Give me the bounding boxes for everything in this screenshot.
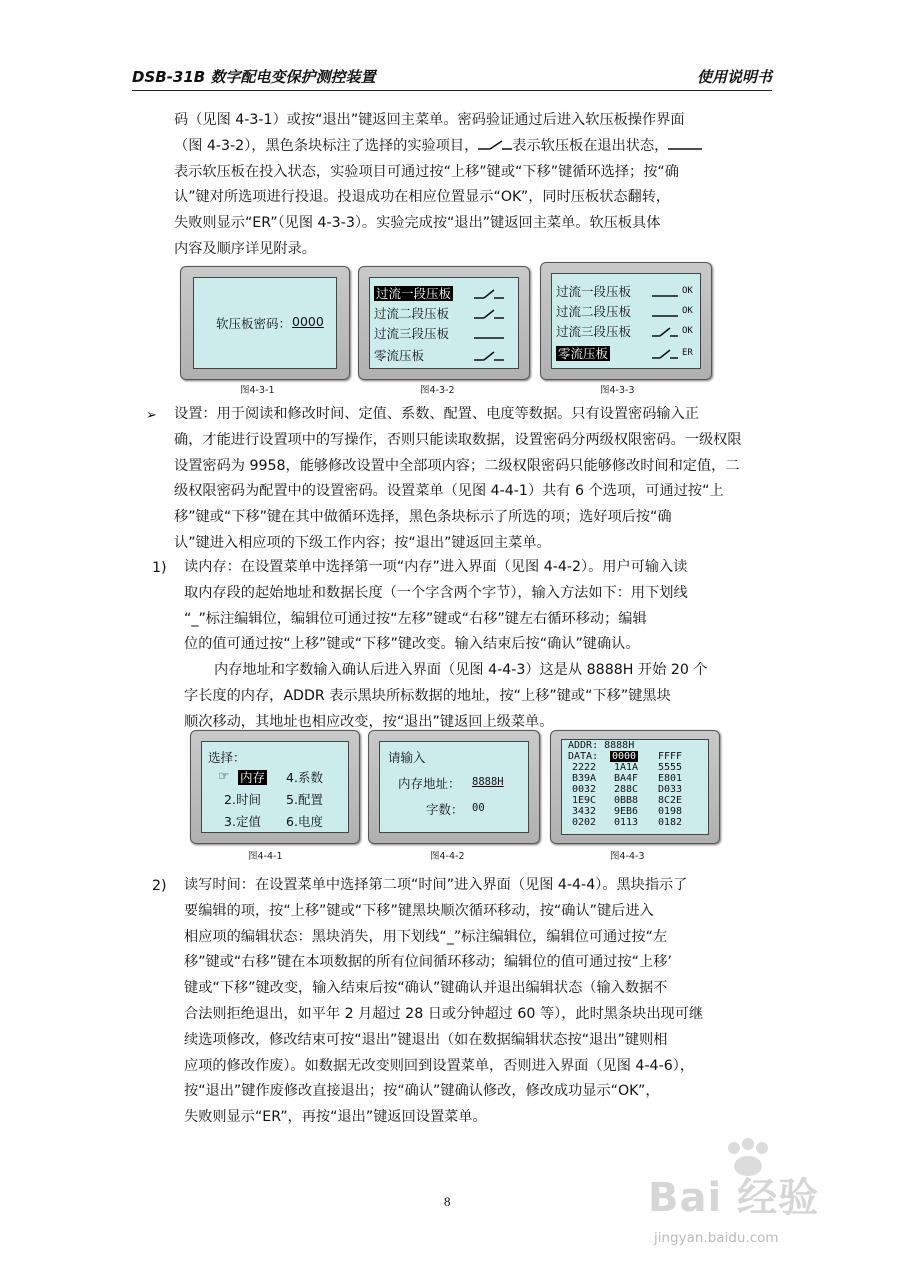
lcd-screen — [561, 739, 709, 835]
item-number: 1) — [152, 560, 167, 576]
text-line: 移”键或“右移”键在本项数据的所有位间循环移动；编辑位的值可通过按“上移’ — [184, 954, 672, 971]
selected-item: 零流压板 — [558, 346, 609, 361]
list-item: 零流压板 — [374, 348, 425, 363]
data-cell: FFFF — [658, 751, 683, 762]
item-number: 6. — [286, 814, 298, 829]
figure-4-4-1 — [190, 730, 360, 844]
text-line: 顺次移动，其地址也相应改变，按“退出”键返回上级菜单。 — [184, 713, 554, 730]
data-cell: 0182 — [658, 817, 683, 828]
password-value: 0000 — [292, 314, 324, 329]
selected-item: 过流一段压板 — [376, 286, 452, 301]
text-line: 设置密码为 9958，能够修改设置中全部项内容；二级权限密码只能够修改时间和定值，二 — [174, 457, 740, 474]
data-cell: 0198 — [658, 806, 683, 817]
address-value: 8888H — [472, 776, 504, 788]
data-cell: 8C2E — [658, 795, 683, 806]
switch-open-icon — [474, 350, 504, 362]
text-line: 续选项修改，修改结束可按“退出”键退出（如在数据编辑状态按“退出”键则相 — [184, 1031, 668, 1048]
lcd-screen — [551, 273, 701, 369]
text-line: 要编辑的项，按“上移”键或“下移”键黑块顺次循环移动，按“确认”键后进入 — [184, 902, 654, 919]
switch-closed-icon — [668, 139, 702, 153]
paragraph-item-2 — [184, 873, 774, 1131]
data-cell: 0202 — [572, 817, 597, 828]
input-title: 请输入 — [388, 750, 426, 765]
count-value: 00 — [472, 802, 485, 814]
text-line: 失败则显示“ER”（见图 4-3-3）。实验完成按“退出”键返回主菜单。软压板具体 — [174, 215, 661, 232]
text-line — [174, 134, 774, 160]
count-label: 字数： — [426, 802, 464, 817]
menu-item: 时间 — [235, 792, 261, 807]
text-line: 键或“下移”键改变，输入结束后按“确认”键确认并退出编辑状态（输入数据不 — [184, 980, 668, 997]
status-text: OK — [682, 306, 693, 316]
data-cell: 0BB8 — [614, 795, 639, 806]
figure-4-3-2 — [358, 266, 530, 380]
item-number: 3. — [224, 814, 236, 829]
text-line: 级权限密码为配置中的设置密码。设置菜单（见图 4-4-1）共有 6 个选项，可通过按“上 — [174, 483, 724, 500]
list-item: 过流一段压板 — [556, 284, 632, 299]
status-text: OK — [682, 326, 693, 336]
text-line: 移”键或“下移”键在其中做循环选择，黑色条块标示了所选的项；选好项后按“确 — [174, 509, 672, 526]
lcd-screen — [193, 277, 337, 369]
status-text: OK — [682, 286, 693, 296]
item-number: 4. — [286, 770, 298, 785]
text-line: 内存地址和字数输入确认后进入界面（见图 4-4-3）这是从 8888H 开始 20 个 — [214, 662, 708, 679]
text-line: 读写时间：在设置菜单中选择第二项“时间”进入界面（见图 4-4-4）。黑块指示了 — [184, 877, 688, 893]
lcd-screen — [369, 277, 519, 369]
menu-title: 选择： — [208, 750, 246, 765]
text-line: 内容及顺序详见附录。 — [174, 240, 316, 257]
item-number: 2) — [152, 878, 167, 894]
status-text: ER — [682, 348, 693, 358]
switch-closed-icon — [474, 328, 504, 340]
menu-item: 电度 — [297, 814, 323, 829]
menu-item: 定值 — [235, 814, 261, 829]
data-cell: 1E9C — [572, 795, 597, 806]
list-item: 过流二段压板 — [556, 304, 632, 319]
address-readout: ADDR: 8888H — [568, 740, 635, 751]
data-cell: 1A1A — [614, 762, 639, 773]
figure-4-4-3 — [550, 730, 720, 844]
data-cell: B39A — [572, 773, 597, 784]
figure-4-4-2 — [368, 730, 540, 844]
figure-caption: 图4-3-3 — [600, 385, 635, 396]
switch-open-icon — [474, 308, 504, 320]
data-cell: E801 — [658, 773, 683, 784]
data-cell: 288C — [614, 784, 639, 795]
switch-open-icon — [652, 348, 678, 360]
text-line: 认”键进入相应项的下级工作内容；按“退出”键返回主菜单。 — [174, 534, 551, 551]
switch-open-icon — [474, 288, 504, 300]
figure-caption: 图4-4-2 — [430, 851, 465, 862]
switch-open-icon — [652, 326, 678, 338]
switch-closed-icon — [652, 286, 678, 298]
figure-caption: 图4-3-2 — [420, 385, 455, 396]
paragraph-item-1 — [184, 555, 774, 736]
hand-pointer-icon: ☞ — [218, 768, 230, 783]
watermark-url: jingyan.baidu.com — [654, 1230, 779, 1246]
paragraph-settings — [174, 402, 774, 557]
data-cell: 5555 — [658, 762, 683, 773]
text-line: 相应项的编辑状态：黑块消失，用下划线“_”标注编辑位，编辑位可通过按“左 — [184, 928, 668, 945]
password-label: 软压板密码： — [216, 316, 292, 331]
figure-caption: 图4-4-3 — [610, 851, 645, 862]
text-line: “_”标注编辑位，编辑位可通过按“左移”键或“右移”键左右循环移动；编辑 — [184, 610, 647, 627]
data-cell: 0032 — [572, 784, 597, 795]
text-line: 设置：用于阅读和修改时间、定值、系数、配置、电度等数据。只有设置密码输入正 — [174, 406, 699, 422]
text-fragment: 表示软压板在退出状态， — [512, 137, 669, 154]
figure-4-3-3 — [540, 262, 712, 380]
text-line: 确，才能进行设置项中的写操作，否则只能读取数据，设置密码分两级权限密码。一级权限 — [174, 431, 742, 448]
item-number: 5. — [286, 792, 298, 807]
data-cell: BA4F — [614, 773, 639, 784]
menu-item: 配置 — [297, 792, 323, 807]
page-header — [132, 66, 772, 91]
list-item: 过流三段压板 — [556, 324, 632, 339]
text-line: 应项的修改作废）。如数据无改变则回到设置菜单，否则进入界面（见图 4-4-6）， — [184, 1057, 695, 1074]
header-right: 使用说明书 — [696, 68, 772, 86]
text-line: 合法则拒绝退出，如平年 2 月超过 28 日或分钟超过 60 等），此时黑条块出现可继 — [184, 1005, 704, 1022]
page-number: 8 — [444, 1194, 451, 1209]
data-cell: 9EB6 — [614, 806, 639, 817]
watermark-brand: Bai 经验 — [648, 1175, 820, 1221]
bullet-marker: ➢ — [146, 408, 157, 423]
text-line: 码（见图 4-3-1）或按“退出”键返回主菜单。密码验证通过后进入软压板操作界面 — [174, 112, 685, 128]
text-line: 读内存：在设置菜单中选择第一项“内存”进入界面（见图 4-4-2）。用户可输入读 — [184, 559, 688, 575]
text-line: 失败则显示“ER”，再按“退出”键返回设置菜单。 — [184, 1109, 487, 1126]
list-item: 过流三段压板 — [374, 326, 450, 341]
text-line: 按“退出”键作废修改直接退出；按“确认”键确认修改，修改成功显示“OK”， — [184, 1083, 660, 1100]
item-number: 2. — [224, 792, 236, 807]
figure-caption: 图4-4-1 — [248, 851, 283, 862]
list-item: 过流二段压板 — [374, 306, 450, 321]
text-line: 字长度的内存，ADDR 表示黑块所标数据的地址，按“上移”键或“下移”键黑块 — [184, 687, 671, 704]
text-line: 位的值可通过按“上移”键或“下移”键改变。输入结束后按“确认”键确认。 — [184, 636, 640, 653]
header-title: DSB-31B 数字配电变保护测控装置 — [132, 68, 376, 86]
paragraph-1 — [174, 108, 774, 263]
data-cell: 0113 — [614, 817, 639, 828]
figure-4-3-1 — [180, 266, 350, 380]
menu-item: 系数 — [297, 770, 323, 785]
text-line: 表示软压板在投入状态，实验项目可通过按“上移”键或“下移”键循环选择；按“确 — [174, 163, 679, 180]
switch-open-icon — [478, 139, 512, 153]
text-line: 取内存段的起始地址和数据长度（一个字含两个字节），输入方法如下：用下划线 — [184, 584, 688, 601]
lcd-screen — [379, 741, 529, 833]
text-fragment: （图 4-3-2），黑色条块标注了选择的实验项目， — [174, 137, 479, 154]
switch-closed-icon — [652, 306, 678, 318]
selected-item: 内存 — [240, 770, 266, 785]
data-cell: D033 — [658, 784, 683, 795]
data-label: DATA: — [568, 751, 599, 762]
data-cell: 3432 — [572, 806, 597, 817]
watermark — [640, 1138, 820, 1268]
address-label: 内存地址： — [398, 776, 461, 791]
figure-caption: 图4-3-1 — [240, 385, 275, 396]
selected-cell: 0000 — [612, 751, 637, 762]
lcd-screen — [201, 741, 349, 833]
text-line: 认”键对所选项进行投退。投退成功在相应位置显示“OK”，同时压板状态翻转， — [174, 189, 671, 206]
data-cell: 2222 — [572, 762, 597, 773]
